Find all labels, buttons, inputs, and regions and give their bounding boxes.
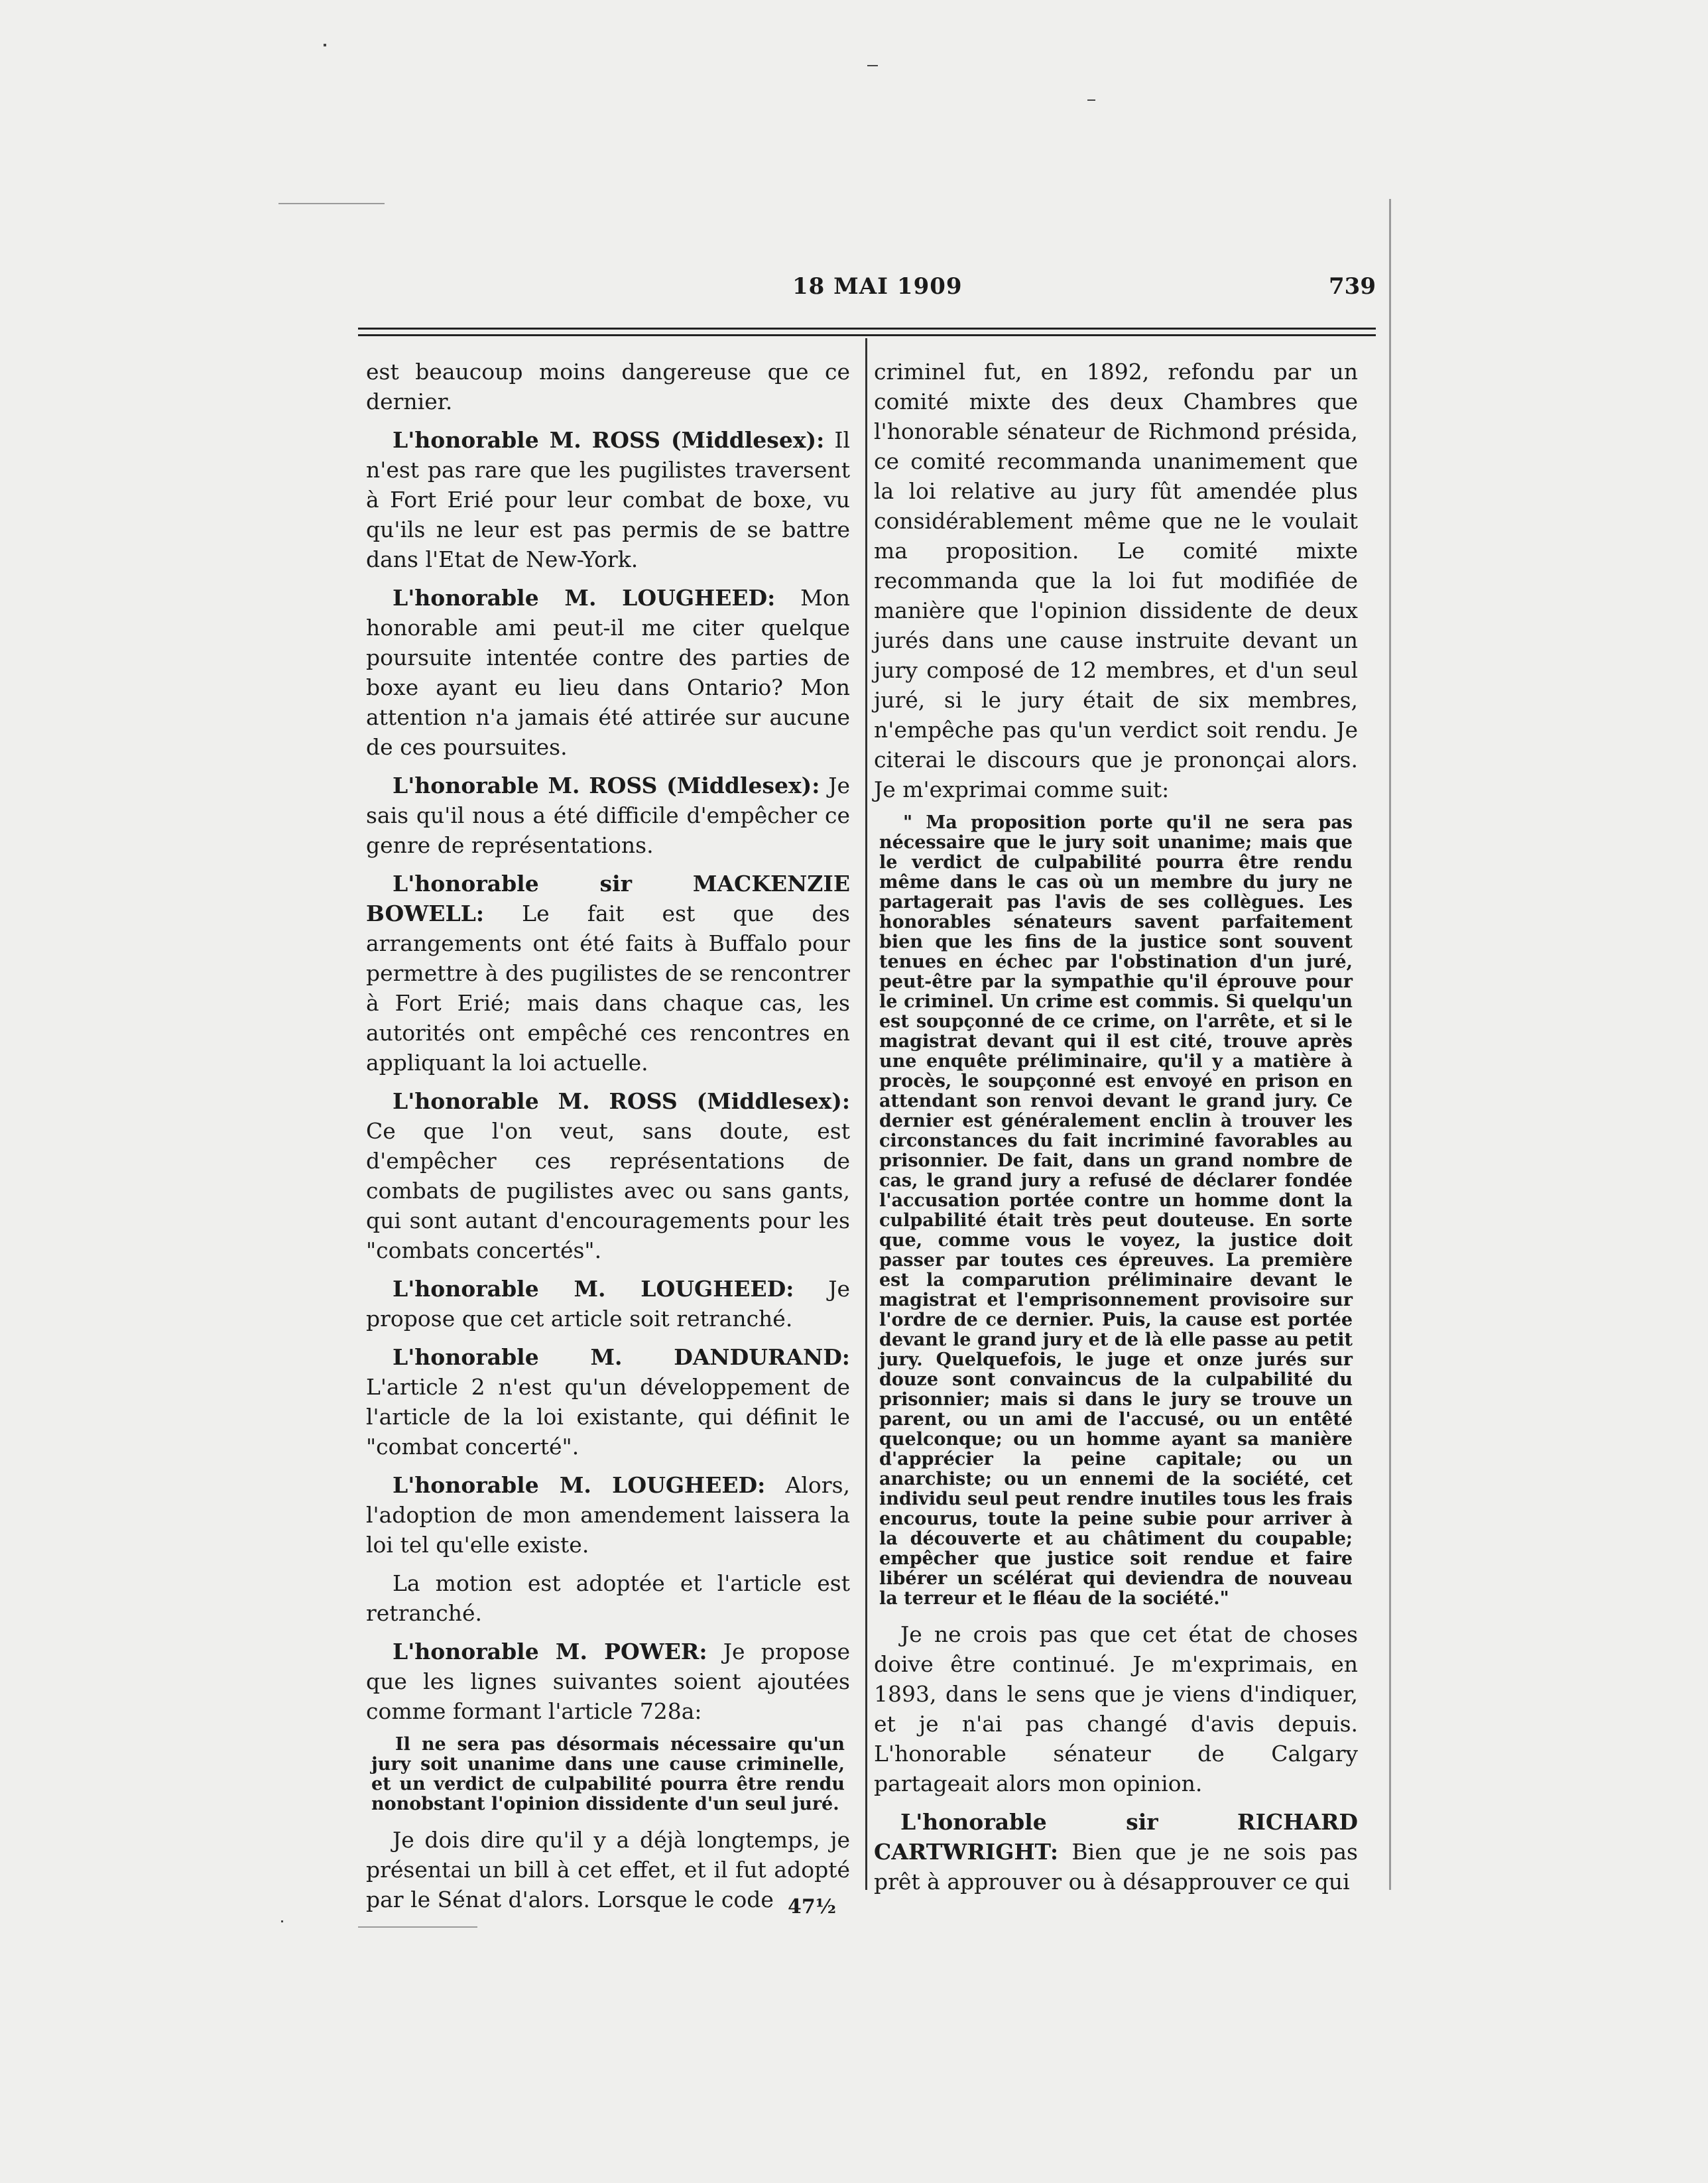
paragraph <box>366 1470 850 1560</box>
speech-text: Je propose que les lignes suivantes soient ajoutées comme formant l'article 728a: <box>366 1639 850 1724</box>
scan-speck <box>1389 199 1391 1890</box>
paragraph <box>366 869 850 1078</box>
speech-text: Bien que je ne sois pas prêt à approuver ou à désapprouver ce qui <box>874 1839 1358 1895</box>
scan-speck <box>1087 99 1095 101</box>
speaker-name: L'honorable sir MACKENZIE BOWELL: <box>366 871 850 926</box>
left-column <box>366 357 850 1923</box>
speech-text: Mon honorable ami peut-il me citer quelque poursuite intentée contre des parties de boxe ayant eu lieu dans Ontario? Mon attention n'a jamais été attirée sur aucune de ces poursuites. <box>366 585 850 760</box>
paragraph: criminel fut, en 1892, refondu par un comité mixte des deux Chambres que l'honorable sénateur de Richmond présida, ce comité recommanda unanimement que la loi relative au jury fût amendée plus considérablement même que ne le voulait ma proposition. Le comité mixte recommanda que la loi fut modifiée de manière que l'opinion dissidente de deux jurés dans une cause instruite devant un jury composé de 12 membres, et d'un seul juré, si le jury était de six membres, n'empêche pas qu'un verdict soit rendu. Je citerai le discours que je prononçai alors. Je m'exprimai comme suit: <box>874 359 1358 802</box>
paragraph <box>366 1342 850 1462</box>
paragraph: Je dois dire qu'il y a déjà longtemps, je présentai un bill à cet effet, et il fut adopté par le Sénat d'alors. Lorsque le code <box>366 1827 850 1912</box>
speaker-name: L'honorable sir RICHARD CARTWRIGHT: <box>874 1809 1358 1865</box>
column-divider <box>865 338 867 1890</box>
paragraph: La motion est adoptée et l'article est retranché. <box>366 1570 850 1626</box>
header-rule-double <box>358 334 1376 336</box>
right-column <box>874 357 1358 1905</box>
quoted-motion: Il ne sera pas désormais nécessaire qu'un jury soit unanime dans une cause criminelle, et un verdict de culpabilité pourra être rendu nonobstant l'opinion dissidente d'un seul juré. <box>371 1734 845 1814</box>
speaker-name: L'honorable M. POWER: <box>393 1639 707 1664</box>
scan-speck <box>281 1920 283 1922</box>
page-header <box>358 273 1376 313</box>
speech-text: L'article 2 n'est qu'un développement de l'article de la loi existante, qui définit le "combat concerté". <box>366 1374 850 1460</box>
paragraph <box>366 1637 850 1726</box>
speaker-name: L'honorable M. LOUGHEED: <box>393 585 776 611</box>
scan-speck <box>358 1926 477 1928</box>
header-date: 18 MAI 1909 <box>792 273 963 300</box>
speaker-name: L'honorable M. ROSS (Middlesex): <box>393 773 820 798</box>
speech-text: Le fait est que des arrangements ont été faits à Buffalo pour permettre à des pugilistes de se rencontrer à Fort Erié; mais dans chaque cas, les autorités ont empêché ces rencontres en appliquant la loi actuelle. <box>366 901 850 1076</box>
paragraph <box>366 583 850 762</box>
scan-speck <box>278 203 385 204</box>
speech-text: Alors, l'adoption de mon amendement laissera la loi tel qu'elle existe. <box>366 1472 850 1558</box>
speech-text: Il n'est pas rare que les pugilistes traversent à Fort Erié pour leur combat de boxe, vu qu'ils ne leur est pas permis de se battre dans l'Etat de New-York. <box>366 427 850 572</box>
paragraph <box>874 1807 1358 1897</box>
signature-mark: 47½ <box>788 1895 837 1918</box>
header-rule <box>358 328 1376 330</box>
speaker-name: L'honorable M. ROSS (Middlesex): <box>393 427 825 453</box>
speaker-name: L'honorable M. LOUGHEED: <box>393 1472 766 1498</box>
speaker-name: L'honorable M. DANDURAND: <box>393 1344 850 1370</box>
page-number: 739 <box>1329 273 1376 300</box>
speaker-name: L'honorable M. LOUGHEED: <box>393 1276 794 1302</box>
speech-text: Je sais qu'il nous a été difficile d'empêcher ce genre de représentations. <box>366 773 850 858</box>
quoted-speech: " Ma proposition porte qu'il ne sera pas nécessaire que le jury soit unanime; mais que le verdict de culpabilité pourra être rendu même dans le cas où un membre du jury ne partagerait pas l'avis de ses collègues. Les honorables sénateurs savent parfaitement bien que les fins de la justice sont souvent tenues en échec par l'obstination d'un juré, peut-être par la sympathie qu'il éprouve pour le criminel. Un crime est commis. Si quelqu'un est soupçonné de ce crime, on l'arrête, et si le magistrat devant qui il est cité, trouve après une enquête préliminaire, qu'il y a matière à procès, le soupçonné est envoyé en prison en attendant son renvoi devant le grand jury. Ce dernier est généralement enclin à trouver les circonstances du fait incriminé favorables au prisonnier. De fait, dans un grand nombre de cas, le grand jury a refusé de déclarer fondée l'accusation portée contre un homme dont la culpabilité était très peut douteuse. En sorte que, comme vous le voyez, la justice doit passer par toutes ces épreuves. La première est la comparution préliminaire devant le magistrat et l'emprisonnement provisoire sur l'ordre de ce dernier. Puis, la cause est portée devant le grand jury et de là elle passe au petit jury. Quelquefois, le juge et onze jurés sur douze sont convaincus de la culpabilité du prisonnier; mais si dans le jury se trouve un parent, ou un ami de l'accusé, ou un entêté quelconque; ou un homme ayant sa manière d'apprécier la peine capitale; ou un anarchiste; ou un ennemi de la société, cet individu seul peut rendre inutiles tous les frais encourus, toute la peine subie pour arriver à la découverte et au châtiment du coupable; empêcher que justice soit rendue et faire libérer un scélérat qui deviendra de nouveau la terreur et le fléau de la société." <box>879 812 1353 1609</box>
speech-text: Je propose que cet article soit retranché. <box>366 1276 850 1332</box>
paragraph: Je ne crois pas que cet état de choses doive être continué. Je m'exprimais, en 1893, dans le sens que je viens d'indiquer, et je n'ai pas changé d'avis depuis. L'honorable sénateur de Calgary partageait alors mon opinion. <box>874 1621 1358 1796</box>
speaker-name: L'honorable M. ROSS (Middlesex): <box>393 1088 850 1114</box>
scan-speck <box>324 44 326 46</box>
speech-text: Ce que l'on veut, sans doute, est d'empêcher ces représentations de combats de pugilistes avec ou sans gants, qui sont autant d'encouragements pour les "combats concertés". <box>366 1118 850 1263</box>
paragraph <box>366 1274 850 1334</box>
paragraph <box>366 771 850 860</box>
scan-speck <box>867 65 878 66</box>
paragraph: est beaucoup moins dangereuse que ce dernier. <box>366 359 850 414</box>
paragraph <box>366 1086 850 1265</box>
paragraph <box>366 425 850 574</box>
